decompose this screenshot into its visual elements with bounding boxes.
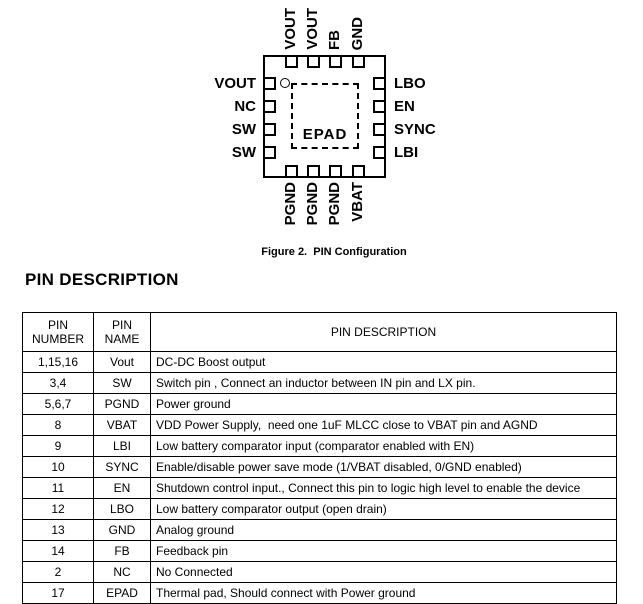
cell-pin-name: VBAT [94, 415, 151, 436]
pin-label-top-2: VOUT [304, 8, 321, 50]
pin-label-right-3: SYNC [394, 121, 436, 138]
pin-configuration-figure [0, 0, 643, 265]
pin-pad-right-2 [373, 100, 386, 113]
pin-label-bottom-2: PGND [304, 182, 321, 226]
cell-pin-description: Low battery comparator input (comparator enabled with EN) [151, 436, 617, 457]
pin-pad-bottom-1 [285, 165, 298, 178]
pin-label-right-1: LBO [394, 75, 426, 92]
cell-pin-number: 10 [23, 457, 94, 478]
pin-pad-left-3 [263, 123, 276, 136]
figure-caption: Figure 2. PIN Configuration [261, 246, 407, 258]
cell-pin-name: LBI [94, 436, 151, 457]
epad-region [291, 83, 359, 149]
cell-pin-name: NC [94, 562, 151, 583]
cell-pin-description: Low battery comparator output (open drain) [151, 499, 617, 520]
pin-label-right-4: LBI [394, 144, 419, 161]
cell-pin-description: No Connected [151, 562, 617, 583]
cell-pin-number: 17 [23, 583, 94, 604]
cell-pin-description: Shutdown control input., Connect this pin to logic high level to enable the device [151, 478, 617, 499]
cell-pin-name: LBO [94, 499, 151, 520]
pin-pad-bottom-4 [352, 165, 365, 178]
pin-label-right-2: EN [394, 98, 415, 115]
table-row [23, 415, 617, 436]
table-header-row [23, 313, 617, 352]
cell-pin-number: 9 [23, 436, 94, 457]
cell-pin-number: 3,4 [23, 373, 94, 394]
cell-pin-number: 1,15,16 [23, 352, 94, 373]
pin-description-table [22, 312, 617, 604]
table-row [23, 373, 617, 394]
cell-pin-number: 13 [23, 520, 94, 541]
cell-pin-description: Power ground [151, 394, 617, 415]
pin-label-top-3: FB [326, 30, 343, 50]
cell-pin-number: 2 [23, 562, 94, 583]
table-row [23, 457, 617, 478]
cell-pin-description: Analog ground [151, 520, 617, 541]
header-pin-name: PIN NAME [94, 313, 151, 352]
pin-pad-left-4 [263, 146, 276, 159]
pin-label-left-3: SW [231, 121, 256, 138]
cell-pin-name: PGND [94, 394, 151, 415]
pin-label-left-2: NC [234, 98, 256, 115]
cell-pin-description: Feedback pin [151, 541, 617, 562]
section-title: PIN DESCRIPTION [25, 270, 179, 289]
pin-pad-top-1 [285, 55, 298, 68]
cell-pin-name: SW [94, 373, 151, 394]
table-row [23, 499, 617, 520]
pin-pad-top-3 [329, 55, 342, 68]
cell-pin-name: GND [94, 520, 151, 541]
pin-label-bottom-1: PGND [282, 182, 299, 226]
pin-label-left-1: VOUT [214, 75, 256, 92]
pin-pad-right-3 [373, 123, 386, 136]
table-row [23, 541, 617, 562]
pin-label-top-1: VOUT [282, 8, 299, 50]
table-row [23, 583, 617, 604]
cell-pin-description: Thermal pad, Should connect with Power ground [151, 583, 617, 604]
cell-pin-name: SYNC [94, 457, 151, 478]
cell-pin-number: 14 [23, 541, 94, 562]
table-row [23, 478, 617, 499]
cell-pin-name: EPAD [94, 583, 151, 604]
cell-pin-number: 5,6,7 [23, 394, 94, 415]
pin-pad-left-1 [263, 77, 276, 90]
cell-pin-number: 8 [23, 415, 94, 436]
table-row [23, 562, 617, 583]
pin-label-left-4: SW [231, 144, 256, 161]
pin-label-bottom-3: PGND [326, 182, 343, 226]
cell-pin-name: EN [94, 478, 151, 499]
pin-pad-right-1 [373, 77, 386, 90]
epad-label: EPAD [302, 126, 348, 143]
cell-pin-description: VDD Power Supply, need one 1uF MLCC close to VBAT pin and AGND [151, 415, 617, 436]
cell-pin-name: FB [94, 541, 151, 562]
pin-pad-bottom-2 [307, 165, 320, 178]
header-pin-number: PIN NUMBER [23, 313, 94, 352]
pin-pad-top-2 [307, 55, 320, 68]
pin-pad-top-4 [352, 55, 365, 68]
table-row [23, 520, 617, 541]
table-row [23, 394, 617, 415]
cell-pin-description: DC-DC Boost output [151, 352, 617, 373]
header-pin-description: PIN DESCRIPTION [151, 313, 617, 352]
pin1-indicator-icon [280, 78, 290, 88]
pin-pad-bottom-3 [329, 165, 342, 178]
cell-pin-number: 12 [23, 499, 94, 520]
pin-pad-right-4 [373, 146, 386, 159]
table-row [23, 352, 617, 373]
pin-label-bottom-4: VBAT [349, 182, 366, 222]
cell-pin-number: 11 [23, 478, 94, 499]
cell-pin-description: Enable/disable power save mode (1/VBAT disabled, 0/GND enabled) [151, 457, 617, 478]
pin-pad-left-2 [263, 100, 276, 113]
cell-pin-description: Switch pin , Connect an inductor between IN pin and LX pin. [151, 373, 617, 394]
cell-pin-name: Vout [94, 352, 151, 373]
table-row [23, 436, 617, 457]
pin-label-top-4: GND [349, 16, 366, 50]
